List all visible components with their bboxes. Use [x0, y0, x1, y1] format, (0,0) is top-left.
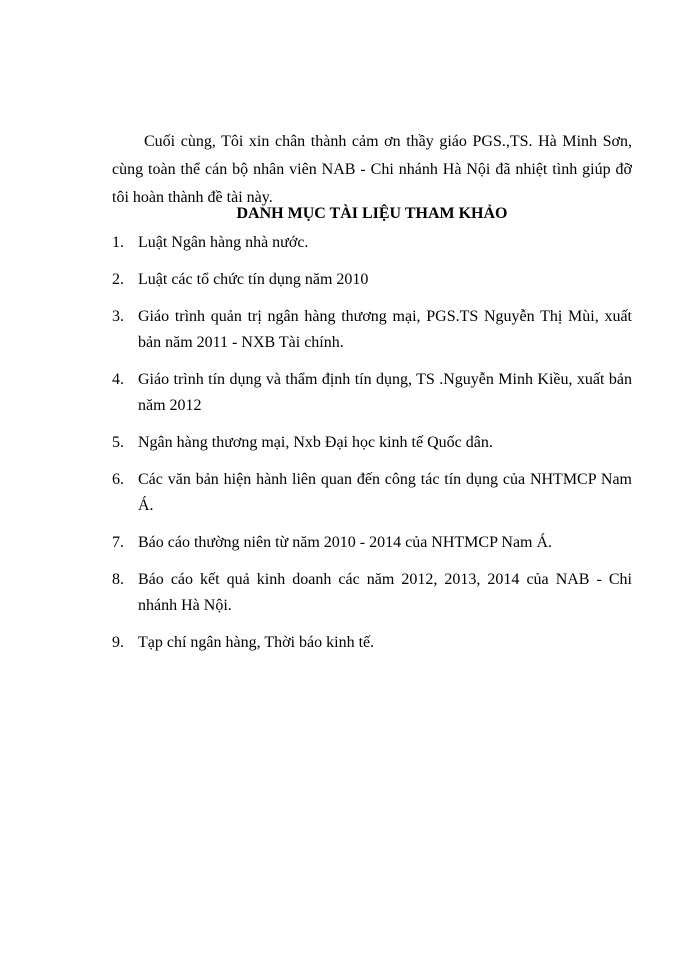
reference-item — [112, 467, 632, 519]
reference-number: 3. — [112, 308, 124, 325]
reference-item — [112, 567, 632, 619]
reference-item — [112, 304, 632, 356]
reference-number: 1. — [112, 234, 124, 251]
acknowledgement-paragraph: Cuối cùng, Tôi xin chân thành cảm ơn thầy giáo PGS.,TS. Hà Minh Sơn, cùng toàn thể cán bộ nhân viên NAB - Chi nhánh Hà Nội đã nhiệt tình giúp đỡ tôi hoàn thành đề tài này. — [112, 133, 632, 206]
reference-text: Tạp chí ngân hàng, Thời báo kinh tế. — [138, 634, 375, 651]
reference-item — [112, 267, 632, 293]
reference-item — [112, 230, 632, 256]
reference-text: Các văn bản hiện hành liên quan đến công tác tín dụng của NHTMCP Nam Á. — [138, 471, 632, 514]
references-heading: DANH MỤC TÀI LIỆU THAM KHẢO — [236, 205, 508, 222]
reference-text: Báo cáo thường niên từ năm 2010 - 2014 của NHTMCP Nam Á. — [138, 534, 553, 551]
reference-text: Giáo trình tín dụng và thẩm định tín dụng, TS .Nguyễn Minh Kiều, xuất bản năm 2012 — [138, 371, 632, 414]
reference-number: 2. — [112, 271, 124, 288]
reference-text: Luật các tổ chức tín dụng năm 2010 — [138, 271, 369, 288]
reference-text: Ngân hàng thương mại, Nxb Đại học kinh tế Quốc dân. — [138, 434, 493, 451]
reference-number: 4. — [112, 371, 124, 388]
reference-item — [112, 367, 632, 419]
reference-number: 6. — [112, 471, 124, 488]
reference-number: 8. — [112, 571, 124, 588]
reference-item — [112, 530, 632, 556]
reference-item — [112, 430, 632, 456]
reference-list — [112, 230, 632, 667]
reference-text: Luật Ngân hàng nhà nước. — [138, 234, 309, 251]
reference-number: 5. — [112, 434, 124, 451]
reference-text: Giáo trình quản trị ngân hàng thương mại, PGS.TS Nguyễn Thị Mùi, xuất bản năm 2011 - NXB Tài chính. — [138, 308, 632, 351]
reference-number: 9. — [112, 634, 124, 651]
reference-text: Báo cáo kết quả kinh doanh các năm 2012, 2013, 2014 của NAB - Chi nhánh Hà Nội. — [138, 571, 632, 614]
reference-number: 7. — [112, 534, 124, 551]
reference-item — [112, 630, 632, 656]
